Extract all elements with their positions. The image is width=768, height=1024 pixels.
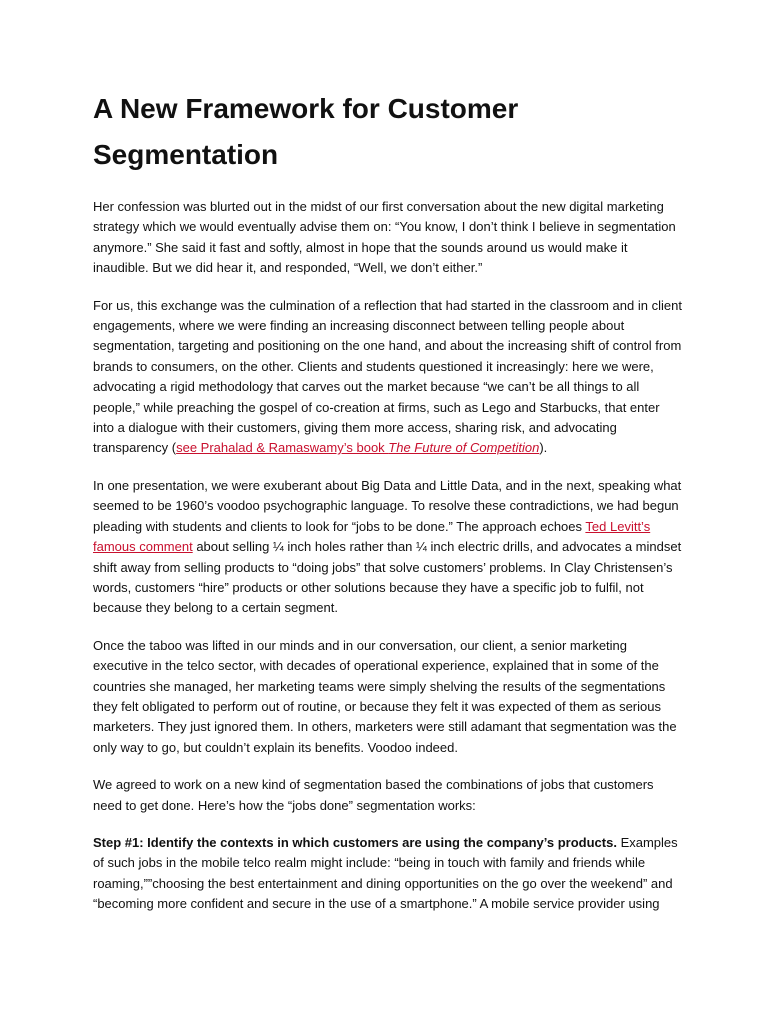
paragraph-6 [93,833,683,915]
paragraph-4: Once the taboo was lifted in our minds and in our conversation, our client, a senior marketing executive in the telco sector, with decades of operational experience, explained that in some of the countries she managed, her marketing teams were simply shelving the results of the segmentations they felt obligated to perform out of routine, or because they felt it was expected of them as serious marketers. They just ignored them. In others, marketers were still adamant that segmentation was the only way to go, but couldn’t explain its benefits. Voodoo indeed. [93,637,677,755]
paragraph-1: Her confession was blurted out in the midst of our first conversation about the new digital marketing strategy which we would eventually advise them on: “You know, I don’t think I believe in segmentation anymore.” She said it fast and softly, almost in hope that the sounds around us would make it inaudible. But we did hear it, and responded, “Well, we don’t either.” [93,199,676,276]
article-body [93,197,683,932]
paragraph-2 [93,296,683,459]
paragraph-2-text: For us, this exchange was the culmination of a reflection that had started in the classroom and in client engagements, where we were finding an increasing disconnect between telling people about segmentation, targeting and positioning on the one hand, and about the increasing shift of control from brands to consumers, on the other. Clients and students questioned it increasingly: here we were, advocating a rigid methodology that carves out the market because “we can’t be all things to all people,” while preaching the gospel of co-creation at firms, such as Lego and Starbucks, that enter into a dialogue with their customers, giving them more access, sharing risk, and advocating transparency ( [93,297,682,456]
paragraph-5: We agreed to work on a new kind of segmentation based the combinations of jobs that customers need to get done. Here’s how the “jobs done” segmentation works: [93,777,654,813]
book-title-italic: The Future of Competition [388,440,540,456]
step-1-heading: Step #1: Identify the contexts in which customers are using the company’s products. [93,834,617,850]
levitt-comment-link[interactable]: Ted Levitt’s famous comment [93,518,651,555]
paragraph-3-text: In one presentation, we were exuberant about Big Data and Little Data, and in the next, speaking what seemed to be 1960’s voodoo psychographic language. To resolve these contradictions, we had begun pleading with students and clients to look for “jobs to be done.” The approach echoes [93,477,682,534]
prahalad-book-link[interactable] [176,440,539,455]
paragraph-3 [93,476,683,619]
article-title: A New Framework for Customer Segmentation [93,93,519,170]
paragraph-3-tail: about selling ¼ inch holes rather than ¼ inch electric drills, and advocates a mindset shift away from selling products to “doing jobs” that solve customers’ problems. In Clay Christensen’s words, customers “hire” products or other solutions because they have a specific job to fulfil, not because they belong to a certain segment. [93,539,682,616]
paragraph-6-text: Examples of such jobs in the mobile telco realm might include: “being in touch with family and friends while roaming,””choosing the best entertainment and dining opportunities on the go over the weekend” and “becoming more confident and secure in the use of a smartphone.” A mobile service provider using [93,834,678,912]
paragraph-2-tail: ). [539,440,548,456]
prahalad-book-link-text: see Prahalad & Ramaswamy’s book [176,440,389,456]
